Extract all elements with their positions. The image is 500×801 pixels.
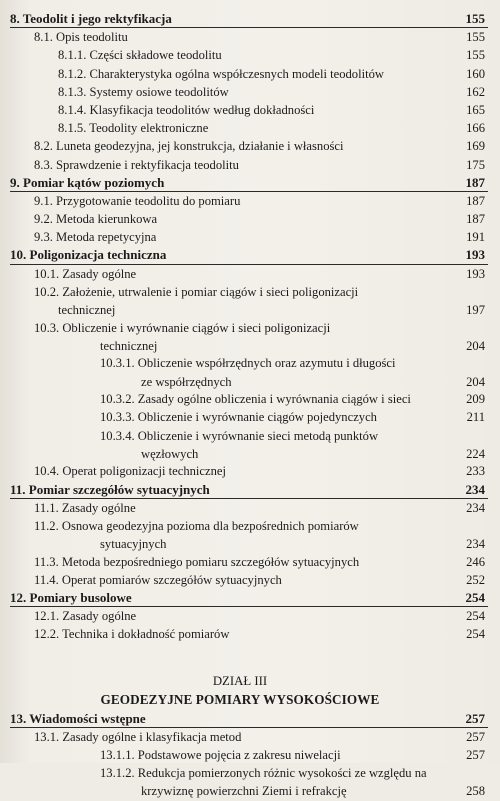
- toc-entry-title: 9.1. Przygotowanie teodolitu do pomiaru: [34, 193, 241, 208]
- toc-page-number: 254: [465, 590, 485, 606]
- toc-page-number: 155: [466, 30, 485, 45]
- toc-page-number: 187: [466, 193, 485, 208]
- toc-entry-title: 13. Wiadomości wstępne: [10, 710, 146, 726]
- toc-entry-title: 8.1.4. Klasyfikacja teodolitów według dokładności: [58, 102, 315, 117]
- toc-continuation: [0, 445, 500, 463]
- toc-entry-title: 8.3. Sprawdzenie i rektyfikacja teodolitu: [34, 157, 239, 172]
- toc-entry-title: 13.1.2. Redukcja pomierzonych różnic wysokości ze względu na: [100, 766, 427, 781]
- toc-subsection: [0, 764, 500, 782]
- toc-page-number: 224: [466, 446, 485, 461]
- toc-entry-title: 10.1. Zasady ogólne: [34, 266, 137, 281]
- toc-page-number: 155: [466, 48, 485, 63]
- toc-section: [0, 319, 500, 337]
- toc-section: [0, 192, 500, 210]
- toc-entry-title: technicznej: [100, 338, 158, 353]
- toc-entry-title: 11.2. Osnowa geodezyjna pozioma dla bezpośrednich pomiarów: [34, 518, 359, 533]
- toc-chapter: [0, 174, 500, 192]
- toc-entry-title: 10.3.3. Obliczenie i wyrównanie ciągów pojedynczych: [100, 410, 377, 425]
- toc-page-number: 257: [465, 710, 485, 726]
- toc-entry-title: 11.3. Metoda bezpośredniego pomiaru szczegółów sytuacyjnych: [34, 554, 360, 569]
- toc-page-number: 175: [466, 157, 485, 172]
- toc-section: [0, 283, 500, 301]
- toc-subsection: [0, 119, 500, 137]
- toc-entry-title: 10.3.2. Zasady ogólne obliczenia i wyrównania ciągów i sieci: [100, 392, 411, 407]
- toc-subsection: [0, 65, 500, 83]
- toc-section: [0, 265, 500, 283]
- toc-entry-title: 13.1.1. Podstawowe pojęcia z zakresu niwelacji: [100, 747, 341, 762]
- toc-entry-title: 12. Pomiary busolowe: [10, 590, 132, 606]
- toc-entry-title: ze współrzędnych: [141, 374, 232, 389]
- toc-entry-title: 10.3. Obliczenie i wyrównanie ciągów i sieci poligonizacji: [34, 320, 331, 335]
- toc-section: [0, 137, 500, 155]
- toc-entry-title: 8. Teodolit i jego rektyfikacja: [10, 11, 172, 26]
- toc-entry-title: krzywiznę powierzchni Ziemi i refrakcję: [141, 784, 347, 799]
- toc-page-number: 165: [466, 102, 485, 117]
- toc-subsection: [0, 46, 500, 64]
- toc-entry-title: 10. Poligonizacja techniczna: [10, 247, 167, 263]
- toc-subsection: [0, 390, 500, 408]
- toc-entry-title: 12.2. Technika i dokładność pomiarów: [34, 627, 230, 642]
- toc-section: [0, 728, 500, 746]
- part-label: DZIAŁ III: [212, 673, 268, 688]
- toc-section: [0, 499, 500, 517]
- toc-subsection: [0, 427, 500, 445]
- toc-page-number: 258: [466, 784, 485, 799]
- toc-entry-title: 10.3.1. Obliczenie współrzędnych oraz azymutu i długości: [100, 356, 396, 371]
- toc-page-number: 234: [465, 481, 485, 497]
- toc-entry-title: 8.1.3. Systemy osiowe teodolitów: [58, 84, 229, 99]
- toc-page-number: 193: [466, 266, 485, 281]
- toc-section: [0, 156, 500, 174]
- toc-entry-title: 10.4. Operat poligonizacji technicznej: [34, 464, 226, 479]
- toc-page-number: 162: [466, 84, 485, 99]
- toc-page-number: 257: [466, 747, 485, 762]
- toc-section: [0, 553, 500, 571]
- toc-page-number: 204: [466, 338, 485, 353]
- toc-entry-title: węzłowych: [141, 446, 199, 461]
- toc-page-number: 233: [466, 464, 485, 479]
- table-of-contents: [0, 10, 500, 800]
- toc-page-number: 169: [466, 139, 485, 154]
- toc-page-number: 234: [466, 500, 485, 515]
- toc-entry-title: 10.3.4. Obliczenie i wyrównanie sieci metodą punktów: [100, 428, 379, 443]
- toc-page-number: 254: [466, 627, 485, 642]
- toc-entry-title: sytuacyjnych: [100, 537, 167, 552]
- toc-section: [0, 607, 500, 625]
- toc-subsection: [0, 101, 500, 119]
- toc-entry-title: 8.1. Opis teodolitu: [34, 30, 128, 45]
- toc-page-number: 191: [466, 230, 485, 245]
- toc-continuation: [0, 373, 500, 391]
- toc-page-number: 252: [466, 572, 485, 587]
- toc-page-number: 160: [466, 66, 485, 81]
- toc-entry-title: 8.1.1. Części składowe teodolitu: [58, 48, 222, 63]
- toc-section: [0, 228, 500, 246]
- toc-entry-title: 8.1.5. Teodolity elektroniczne: [58, 121, 209, 136]
- toc-entry-title: 9. Pomiar kątów poziomych: [10, 174, 165, 190]
- toc-section: [0, 28, 500, 46]
- toc-section: [0, 625, 500, 643]
- toc-chapter: [0, 10, 500, 28]
- spacer: [0, 644, 500, 672]
- toc-entry-title: 8.2. Luneta geodezyjna, jej konstrukcja, działanie i własności: [34, 139, 344, 154]
- toc-page-number: 187: [466, 212, 485, 227]
- toc-page-number: 193: [465, 247, 485, 263]
- toc-page-number: 197: [466, 303, 485, 317]
- toc-chapter: [0, 589, 500, 607]
- toc-entry-title: 9.3. Metoda repetycyjna: [34, 230, 157, 245]
- toc-entry-title: 11.1. Zasady ogólne: [34, 500, 136, 515]
- toc-chapter: [0, 481, 500, 499]
- toc-page-number: 204: [466, 374, 485, 389]
- toc-chapter: [0, 710, 500, 728]
- toc-continuation: [0, 301, 500, 319]
- toc-section: [0, 517, 500, 535]
- toc-entry-title: 11.4. Operat pomiarów szczegółów sytuacyjnych: [34, 572, 282, 587]
- toc-subsection: [0, 83, 500, 101]
- toc-entry-title: 8.1.2. Charakterystyka ogólna współczesnych modeli teodolitów: [58, 66, 384, 81]
- toc-continuation: [0, 337, 500, 355]
- toc-page-number: 211: [466, 410, 485, 425]
- toc-continuation: [0, 782, 500, 800]
- toc-subsection: [0, 354, 500, 372]
- toc-section: [0, 210, 500, 228]
- toc-page-number: 209: [466, 392, 485, 407]
- toc-section: [0, 571, 500, 589]
- toc-entry-title: 13.1. Zasady ogólne i klasyfikacja metod: [34, 729, 242, 744]
- toc-entry-title: 10.2. Założenie, utrwalenie i pomiar ciągów i sieci poligonizacji: [34, 284, 359, 299]
- toc-entry-title: 12.1. Zasady ogólne: [34, 609, 137, 624]
- toc-page-number: 254: [466, 609, 485, 624]
- toc-page-number: 166: [466, 121, 485, 136]
- toc-continuation: [0, 535, 500, 553]
- toc-subsection: [0, 746, 500, 764]
- toc-section: [0, 462, 500, 480]
- toc-entry-title: 9.2. Metoda kierunkowa: [34, 212, 158, 227]
- toc-page-number: 234: [466, 537, 485, 552]
- toc-entry-title: technicznej: [58, 303, 116, 317]
- toc-entry-title: 11. Pomiar szczegółów sytuacyjnych: [10, 481, 210, 497]
- part-title: GEODEZYJNE POMIARY WYSOKOŚCIOWE: [100, 691, 380, 707]
- toc-subsection: [0, 408, 500, 426]
- toc-chapter: [0, 246, 500, 264]
- toc-page-number: 257: [466, 729, 485, 744]
- toc-page-number: 155: [465, 11, 485, 26]
- toc-page-number: 187: [465, 174, 485, 190]
- toc-page-number: 246: [466, 554, 485, 569]
